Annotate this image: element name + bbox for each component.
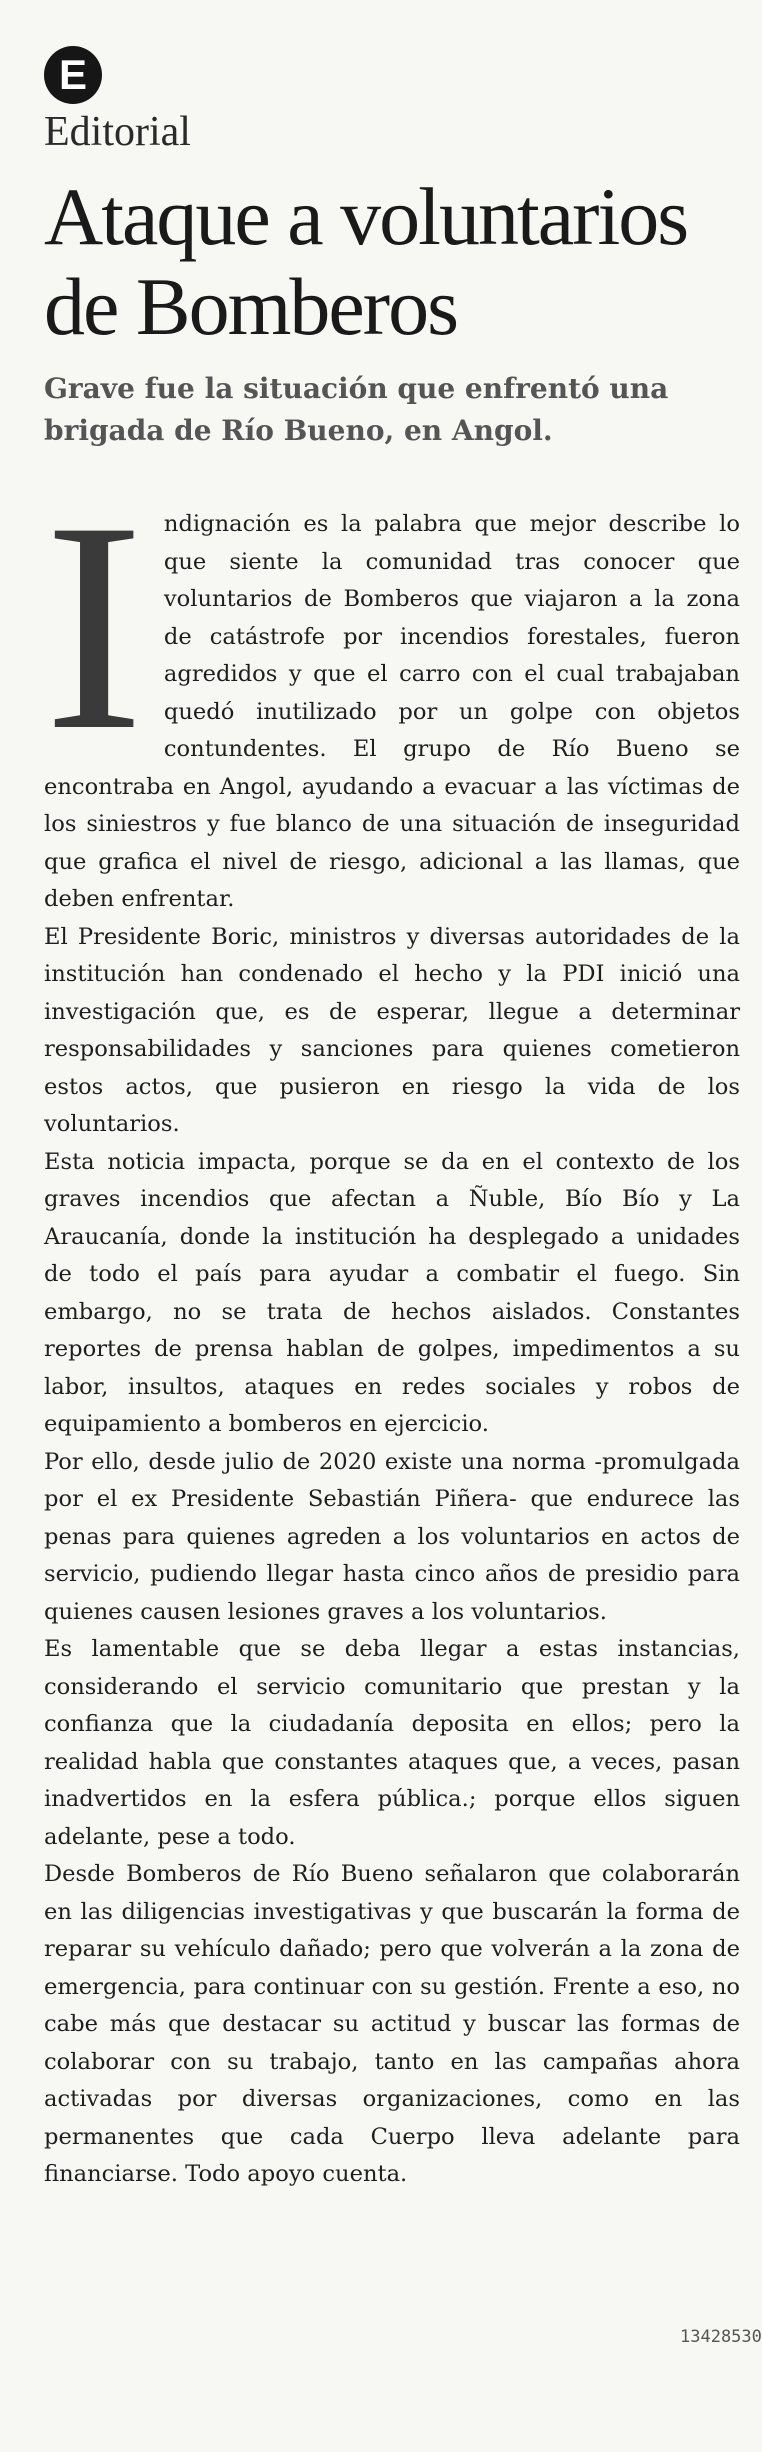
headline-line-1: Ataque a voluntarios <box>44 171 688 262</box>
headline <box>44 172 734 352</box>
paragraph-1-text: ndignación es la palabra que mejor describe lo que siente la comunidad tras conocer que voluntarios de Bomberos que viajaron a la zona de catástrofe por incendios forestales, fueron agredidos y que el carro con el cual trabajaban quedó inutilizado por un golpe con objetos contundentes. El grupo de Río Bueno se encontraba en Angol, ayudando a evacuar a las víctimas de los siniestros y fue blanco de una situación de inseguridad que grafica el nivel de riesgo, adicional a las llamas, que deben enfrentar. <box>44 511 740 912</box>
article-body <box>44 460 740 2194</box>
headline-line-2: de Bomberos <box>44 261 457 352</box>
paragraph-2: El Presidente Boric, ministros y diversas autoridades de la institución han condenado el hecho y la PDI inició una investigación que, es de esperar, llegue a determinar responsabilidades y sanciones para quienes cometieron estos actos, que pusieron en riesgo la vida de los voluntarios. <box>44 923 740 1137</box>
section-badge: E <box>44 46 102 104</box>
section-label: Editorial <box>44 109 191 155</box>
drop-cap: I <box>44 460 144 792</box>
paragraph-1 <box>44 460 740 919</box>
paragraph-3: Esta noticia impacta, porque se da en el contexto de los graves incendios que afectan a Ñuble, Bío Bío y La Araucanía, donde la institución ha desplegado a unidades de todo el país para ayudar a combatir el fuego. Sin embargo, no se trata de hechos aislados. Constantes reportes de prensa hablan de golpes, impedimentos a su labor, insultos, ataques en redes sociales y robos de equipamiento a bomberos en ejercicio. <box>44 1148 740 1437</box>
clipping-id-stamp: 13428530 <box>680 2327 762 2347</box>
paragraph-4: Por ello, desde julio de 2020 existe una norma -promulgada por el ex Presidente Sebastián Piñera- que endurece las penas para quienes agreden a los voluntarios en actos de servicio, pudiendo llegar hasta cinco años de presidio para quienes causen lesiones graves a los voluntarios. <box>44 1448 740 1625</box>
subheadline: Grave fue la situación que enfrentó una brigada de Río Bueno, en Angol. <box>44 372 669 447</box>
paragraph-6: Desde Bomberos de Río Bueno señalaron que colaborarán en las diligencias investigativas y que buscarán la forma de reparar su vehículo dañado; pero que volverán a la zona de emergencia, para continuar con su gestión. Frente a eso, no cabe más que destacar su actitud y buscar las formas de colaborar con su trabajo, tanto en las campañas ahora activadas por diversas organizaciones, como en las permanentes que cada Cuerpo lleva adelante para financiarse. Todo apoyo cuenta. <box>44 1861 740 2187</box>
paragraph-5: Es lamentable que se deba llegar a estas instancias, considerando el servicio comunitario que prestan y la confianza que la ciudadanía deposita en ellos; pero la realidad habla que constantes ataques que, a veces, pasan inadvertidos en la esfera pública.; porque ellos siguen adelante, pese a todo. <box>44 1636 740 1850</box>
